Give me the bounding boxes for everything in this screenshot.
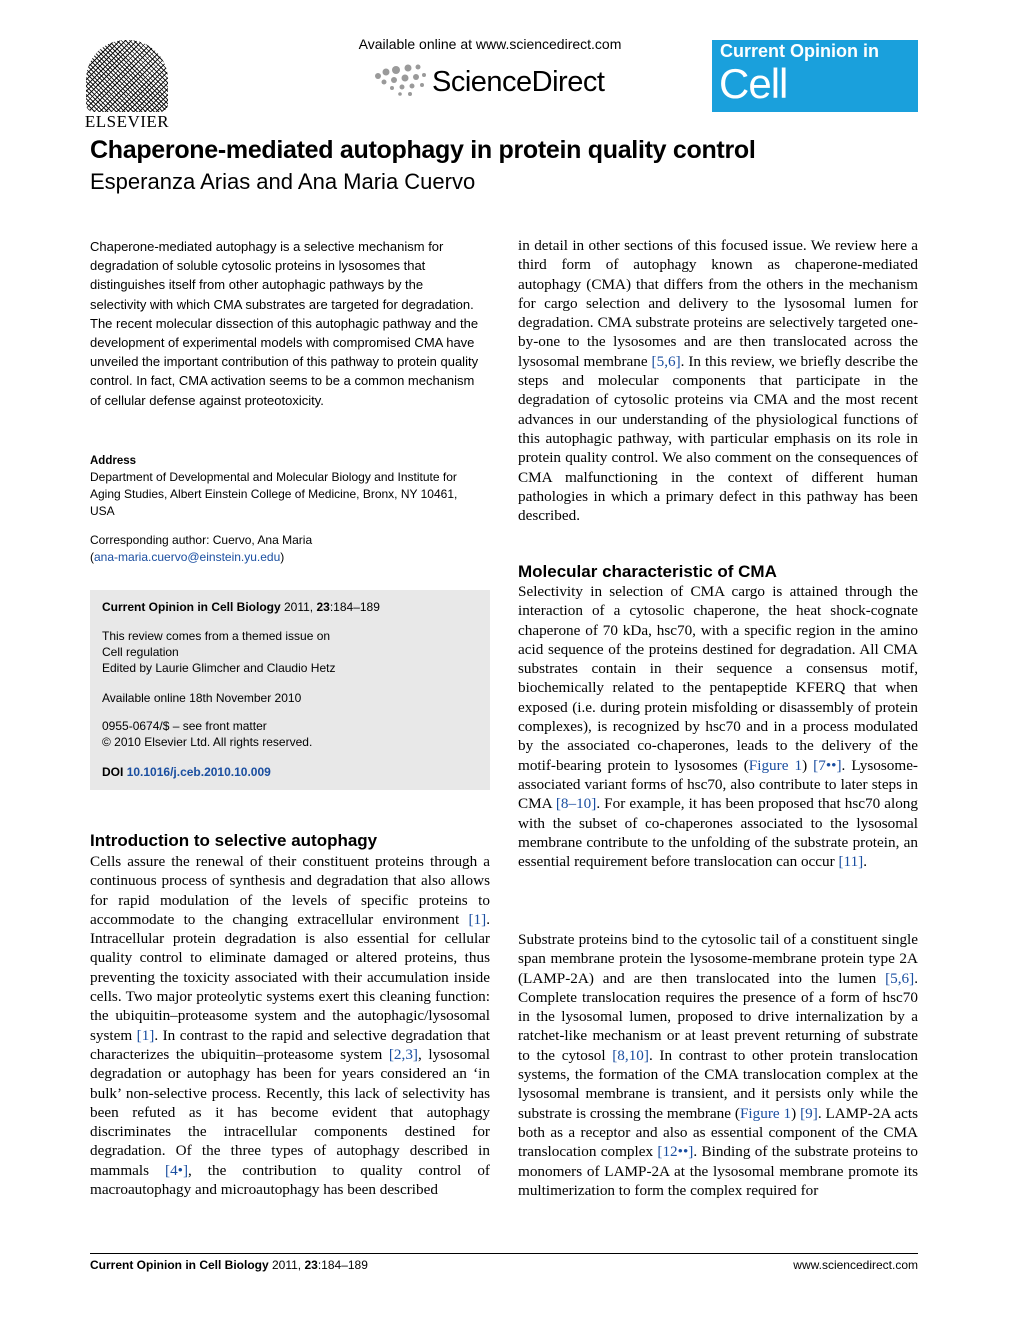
info-journal: Current Opinion in Cell Biology — [102, 600, 281, 614]
journal-logo-line1: Current Opinion in — [720, 41, 879, 61]
corresponding-email-wrapper: (ana-maria.cuervo@einstein.yu.edu) — [90, 550, 285, 564]
article-title: Chaperone-mediated autophagy in protein quality control — [90, 136, 756, 164]
footer-volume: 23 — [304, 1258, 318, 1272]
reference-link[interactable]: [4•] — [165, 1161, 189, 1179]
reference-link[interactable]: [9] — [800, 1104, 818, 1122]
review-scope-paragraph — [518, 236, 918, 525]
figure-link[interactable]: Figure 1 — [739, 1104, 792, 1122]
section-heading-molecular: Molecular characteristic of CMA — [518, 562, 777, 581]
sciencedirect-dots-icon — [370, 60, 430, 100]
available-online-text: Available online at www.sciencedirect.com — [358, 36, 622, 52]
corresponding-email-link[interactable]: ana-maria.cuervo@einstein.yu.edu — [94, 550, 281, 564]
text-run: . In this review, we briefly describe the steps and molecular components that participate in the degradation of cytosolic proteins via CMA and the most recent advances in our understanding of the physiological functions of this autophagic pathway, with particular emphasis on its role in protein quality control. We also comment on the consequences of CMA malfunctioning in the context of different human pathologies in which a primary defect in this pathway has been described. — [518, 352, 918, 525]
section-heading-introduction: Introduction to selective autophagy — [90, 831, 378, 850]
address-label: Address — [90, 455, 137, 467]
translocation-paragraph — [518, 930, 918, 1200]
info-volume: 23 — [316, 600, 330, 614]
info-issn: 0955-0674/$ – see front matter — [102, 719, 267, 733]
text-run: . In contrast to the rapid and selective degradation that characterizes the ubiquitin–proteasome system — [90, 1026, 490, 1063]
info-doi-link[interactable]: 10.1016/j.ceb.2010.10.009 — [126, 765, 271, 779]
text-run: . LAMP-2A acts both as a receptor and also as essential component of the CMA translocation complex — [518, 1104, 919, 1161]
text-run: . Complete translocation requires the presence of a form of hsc70 in the lysosomal lumen, proposed to drive internalization by a ratchet-like mechanism or at least prevent returning of substrate to the cytosol — [518, 969, 918, 1064]
reference-link[interactable]: [5,6] — [885, 969, 915, 987]
text-run: ) — [802, 756, 814, 774]
text-run: in detail in other sections of this focused issue. We review here a third form of autophagy known as chaperone-mediated autophagy (CMA) that differs from the others in the mechanism for cargo selection and delivery to the lysosomal lumen for degradation. CMA substrate proteins are selectively targeted one-by-one to the lysosomes and are then translocated across the lysosomal membrane — [518, 237, 918, 370]
article-authors: Esperanza Arias and Ana Maria Cuervo — [90, 169, 476, 194]
info-citation — [102, 599, 380, 615]
text-run: Cells assure the renewal of their constituent proteins through a continuous process of synthesis and degradation that also allows for rapid modulation of the levels of specific proteins to accommodate to the changing extracellular environment — [90, 853, 490, 928]
text-run: . For example, it has been proposed that hsc70 along with the subset of co-chaperones associated to the lysosomal membrane contribute to the unfolding of the substrate protein, an essential requirement before translocation can occur — [518, 795, 918, 871]
sciencedirect-logo — [370, 60, 620, 104]
text-run: ) — [791, 1104, 801, 1122]
footer-rule — [90, 1253, 918, 1254]
publisher-name: ELSEVIER — [84, 112, 170, 131]
info-theme-line3: Edited by Laurie Glimcher and Claudio Hetz — [102, 661, 336, 675]
info-pages: :184–189 — [329, 600, 380, 614]
footer-url[interactable]: www.sciencedirect.com — [793, 1258, 918, 1272]
info-copyright: © 2010 Elsevier Ltd. All rights reserved. — [102, 735, 313, 749]
info-rights — [102, 718, 312, 750]
corresponding-author-text: Corresponding author: Cuervo, Ana Maria — [90, 533, 313, 547]
reference-link[interactable]: [1] — [136, 1026, 155, 1044]
footer-year: 2011, — [268, 1258, 305, 1272]
info-doi-label: DOI — [102, 765, 124, 779]
info-theme — [102, 628, 335, 676]
figure-link[interactable]: Figure 1 — [748, 756, 803, 774]
footer-citation — [90, 1258, 368, 1272]
info-theme-line2: Cell regulation — [102, 645, 179, 659]
reference-link[interactable]: [12••] — [657, 1143, 694, 1161]
text-run: . — [863, 853, 868, 871]
elsevier-logo — [80, 40, 174, 130]
reference-link[interactable]: [11] — [838, 853, 864, 871]
address-text: Department of Developmental and Molecular Biology and Institute for Aging Studies, Albert Einstein College of Medicine, Bronx, NY 10461, USA — [90, 470, 458, 518]
info-doi — [102, 764, 271, 780]
reference-link[interactable]: [5,6] — [651, 352, 681, 370]
text-run: . Lysosome-associated variant forms of hsc70, also contribute to later steps in CMA — [518, 756, 918, 813]
reference-link[interactable]: [8,10] — [612, 1046, 649, 1064]
reference-link[interactable]: [2,3] — [388, 1045, 418, 1063]
reference-link[interactable]: [7••] — [813, 756, 842, 774]
text-run: Substrate proteins bind to the cytosolic tail of a constituent single span membrane protein the lysosome-membrane protein type 2A (LAMP-2A) and are then translocated into the lumen — [518, 931, 918, 987]
reference-link[interactable]: [8–10] — [555, 795, 597, 813]
article-info-box — [90, 590, 490, 790]
footer-pages: :184–189 — [317, 1258, 368, 1272]
elsevier-tree-icon — [86, 40, 168, 112]
sciencedirect-wordmark: ScienceDirect — [432, 66, 605, 98]
text-run: . Intracellular protein degradation is also essential for cellular quality control to eliminate damaged or altered proteins, thus preventing the toxicity associated with their accumulation inside cells. Two major proteolytic systems exert this cleaning function: the ubiquitin–proteasome system and the autophagic/lysosomal system — [90, 910, 490, 1044]
molecular-paragraph — [518, 582, 918, 871]
introduction-paragraph — [90, 852, 490, 1199]
text-run: . Binding of the substrate proteins to monomers of LAMP-2A at the lysosomal membrane promote its multimerization to form the complex required for — [518, 1143, 918, 1199]
text-run: . In contrast to other protein translocation systems, the formation of the CMA translocation complex at the lysosomal membrane is transient, and it persists only while the substrate is crossing the membrane ( — [518, 1046, 918, 1122]
info-year: 2011, — [280, 600, 317, 614]
corresponding-author — [90, 532, 485, 566]
journal-logo-line2: Cell Biology — [719, 60, 850, 157]
journal-logo — [712, 40, 918, 157]
abstract: Chaperone-mediated autophagy is a selective mechanism for degradation of soluble cytosolic proteins in lysosomes that distinguishes itself from other autophagic pathways by the selectivity with which CMA substrates are targeted for degradation. The recent molecular dissection of this autophagic pathway and the development of experimental models with compromised CMA have unveiled the important contribution of this pathway to protein quality control. In fact, CMA activation seems to be a common mechanism of cellular defense against proteotoxicity. — [90, 239, 479, 408]
footer-journal: Current Opinion in Cell Biology — [90, 1258, 269, 1272]
info-available: Available online 18th November 2010 — [102, 691, 302, 705]
text-run: , lysosomal degradation or autophagy has been for years considered an ‘in bulk’ non-selective process. Recently, this lack of selectivity has been refuted as it has become evident that autophagy discriminates the intracellular components destined for degradation. Of the three types of autophagy described in mammals — [90, 1045, 490, 1179]
text-run: Selectivity in selection of CMA cargo is attained through the interaction of a cytosolic chaperone, the heat shock-cognate chaperone of 70 kDa, hsc70, with a specific region in the amino acid sequence of the proteins destined for degradation. All CMA substrates contain in their sequence a consensus motif, biochemically related to the pentapeptide KFERQ that when exposed (i.e. during protein misfolding or disassembly of protein complexes), is recognized by hsc70 and in a process modulated by the associated co-chaperones, leads to the delivery of the motif-bearing protein to lysosomes ( — [518, 583, 918, 774]
text-run: , the contribution to quality control of macroautophagy and microautophagy has been described — [90, 1161, 490, 1199]
reference-link[interactable]: [1] — [468, 910, 487, 928]
info-theme-line1: This review comes from a themed issue on — [102, 629, 331, 643]
